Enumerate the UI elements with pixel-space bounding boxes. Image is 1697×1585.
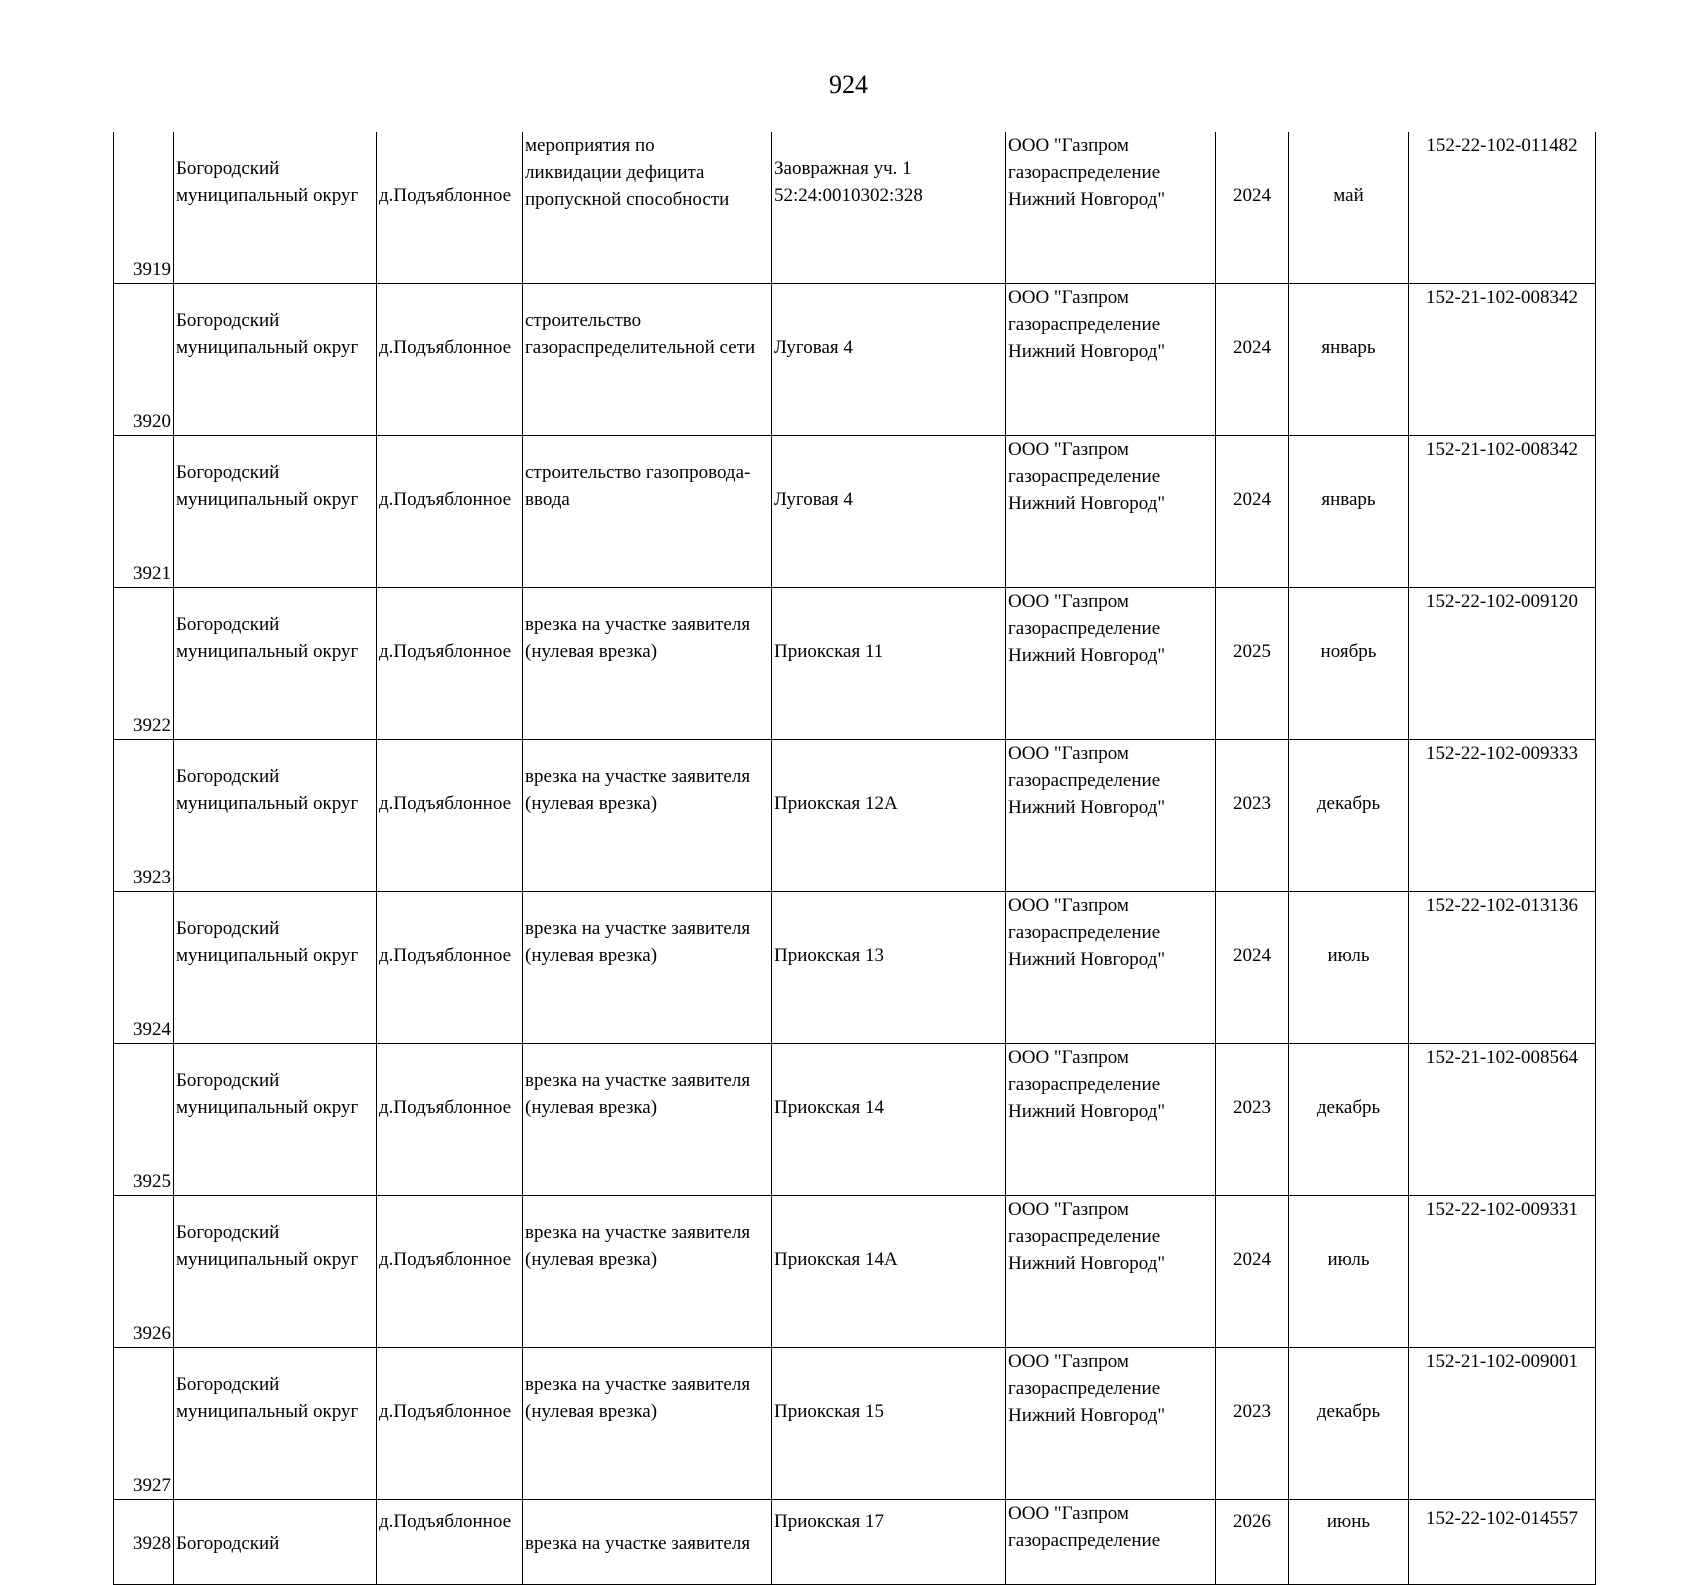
month-value: январь bbox=[1321, 489, 1376, 510]
work-cell bbox=[523, 1044, 772, 1196]
address-line: Приокская 12А bbox=[774, 793, 898, 814]
row-number-cell bbox=[114, 1500, 174, 1585]
work-line: врезка на участке заявителя bbox=[525, 918, 751, 939]
application-code-cell bbox=[1409, 436, 1596, 588]
address-cell bbox=[772, 436, 1006, 588]
table-body bbox=[114, 132, 1596, 1585]
organization-line: ООО "Газпром bbox=[1008, 1199, 1129, 1220]
row-number: 3921 bbox=[133, 563, 171, 584]
work-cell bbox=[523, 740, 772, 892]
application-code-cell bbox=[1409, 1348, 1596, 1500]
settlement-cell bbox=[377, 1196, 523, 1348]
year-cell bbox=[1216, 132, 1289, 284]
application-code-cell bbox=[1409, 740, 1596, 892]
row-number: 3924 bbox=[133, 1019, 171, 1040]
application-code: 152-21-102-008342 bbox=[1426, 287, 1578, 308]
address-cell bbox=[772, 892, 1006, 1044]
month-cell bbox=[1289, 588, 1409, 740]
address-line: Приокская 15 bbox=[774, 1401, 884, 1422]
table-row bbox=[114, 436, 1596, 588]
district-cell bbox=[174, 1500, 377, 1585]
work-line: мероприятия по bbox=[525, 135, 655, 156]
month-cell bbox=[1289, 436, 1409, 588]
year-value: 2026 bbox=[1233, 1511, 1271, 1532]
organization-line: ООО "Газпром bbox=[1008, 439, 1129, 460]
settlement-name: д.Подъяблонное bbox=[379, 337, 511, 358]
work-line: врезка на участке заявителя bbox=[525, 766, 751, 787]
year-value: 2023 bbox=[1233, 1097, 1271, 1118]
address-cell bbox=[772, 588, 1006, 740]
address-line: Приокская 11 bbox=[774, 641, 884, 662]
district-cell bbox=[174, 1348, 377, 1500]
organization-cell bbox=[1006, 892, 1216, 1044]
application-code-cell bbox=[1409, 892, 1596, 1044]
organization-line: газораспределение bbox=[1008, 1226, 1161, 1247]
work-line: (нулевая врезка) bbox=[525, 1249, 658, 1270]
district-line: Богородский bbox=[176, 1222, 280, 1243]
month-value: декабрь bbox=[1316, 1401, 1381, 1422]
organization-line: газораспределение bbox=[1008, 618, 1161, 639]
year-value: 2024 bbox=[1233, 337, 1271, 358]
table-row bbox=[114, 1348, 1596, 1500]
year-value: 2023 bbox=[1233, 793, 1271, 814]
year-cell bbox=[1216, 892, 1289, 1044]
year-value: 2024 bbox=[1233, 945, 1271, 966]
year-value: 2023 bbox=[1233, 1401, 1271, 1422]
settlement-name: д.Подъяблонное bbox=[379, 1097, 511, 1118]
year-cell bbox=[1216, 1500, 1289, 1585]
district-line: Богородский bbox=[176, 310, 280, 331]
work-cell bbox=[523, 436, 772, 588]
year-cell bbox=[1216, 740, 1289, 892]
year-cell bbox=[1216, 588, 1289, 740]
month-value: июль bbox=[1327, 1249, 1370, 1270]
settlement-cell bbox=[377, 284, 523, 436]
month-cell bbox=[1289, 892, 1409, 1044]
work-line: ликвидации дефицита bbox=[525, 162, 705, 183]
district-cell bbox=[174, 436, 377, 588]
row-number-cell bbox=[114, 1196, 174, 1348]
table-row bbox=[114, 1044, 1596, 1196]
work-cell bbox=[523, 1348, 772, 1500]
address-cell bbox=[772, 1044, 1006, 1196]
year-value: 2024 bbox=[1233, 185, 1271, 206]
settlement-name: д.Подъяблонное bbox=[379, 1401, 511, 1422]
organization-line: газораспределение bbox=[1008, 1074, 1161, 1095]
work-line: ввода bbox=[525, 489, 570, 510]
organization-cell bbox=[1006, 588, 1216, 740]
table-row bbox=[114, 132, 1596, 284]
district-line: муниципальный округ bbox=[176, 489, 359, 510]
year-value: 2024 bbox=[1233, 489, 1271, 510]
work-line: пропускной способности bbox=[525, 189, 730, 210]
organization-line: газораспределение bbox=[1008, 922, 1161, 943]
work-cell bbox=[523, 1500, 772, 1585]
district-cell bbox=[174, 740, 377, 892]
settlement-name: д.Подъяблонное bbox=[379, 641, 511, 662]
work-line: (нулевая врезка) bbox=[525, 793, 658, 814]
application-code: 152-22-102-009331 bbox=[1426, 1199, 1578, 1220]
organization-line: газораспределение bbox=[1008, 770, 1161, 791]
table-row bbox=[114, 1196, 1596, 1348]
organization-cell bbox=[1006, 436, 1216, 588]
district-cell bbox=[174, 588, 377, 740]
address-line: Луговая 4 bbox=[774, 489, 853, 510]
application-code-cell bbox=[1409, 132, 1596, 284]
work-cell bbox=[523, 132, 772, 284]
settlement-cell bbox=[377, 132, 523, 284]
address-line: Приокская 14 bbox=[774, 1097, 884, 1118]
month-cell bbox=[1289, 284, 1409, 436]
table-row bbox=[114, 588, 1596, 740]
month-cell bbox=[1289, 1348, 1409, 1500]
organization-line: ООО "Газпром bbox=[1008, 743, 1129, 764]
address-line: Приокская 13 bbox=[774, 945, 884, 966]
organization-line: Нижний Новгород" bbox=[1008, 645, 1166, 666]
organization-line: газораспределение bbox=[1008, 1530, 1161, 1551]
address-line: Приокская 14А bbox=[774, 1249, 898, 1270]
settlement-cell bbox=[377, 740, 523, 892]
application-code: 152-22-102-011482 bbox=[1426, 135, 1578, 156]
organization-line: Нижний Новгород" bbox=[1008, 1405, 1166, 1426]
district-line: Богородский bbox=[176, 158, 280, 179]
organization-line: ООО "Газпром bbox=[1008, 135, 1129, 156]
work-cell bbox=[523, 588, 772, 740]
district-line: муниципальный округ bbox=[176, 793, 359, 814]
settlement-cell bbox=[377, 436, 523, 588]
address-cell bbox=[772, 284, 1006, 436]
address-cell bbox=[772, 740, 1006, 892]
row-number-cell bbox=[114, 284, 174, 436]
district-line: Богородский bbox=[176, 766, 280, 787]
month-cell bbox=[1289, 1196, 1409, 1348]
organization-line: Нижний Новгород" bbox=[1008, 341, 1166, 362]
organization-cell bbox=[1006, 740, 1216, 892]
organization-cell bbox=[1006, 1044, 1216, 1196]
district-cell bbox=[174, 132, 377, 284]
month-value: январь bbox=[1321, 337, 1376, 358]
settlement-cell bbox=[377, 1348, 523, 1500]
application-code: 152-21-102-008342 bbox=[1426, 439, 1578, 460]
district-line: муниципальный округ bbox=[176, 185, 359, 206]
work-cell bbox=[523, 1196, 772, 1348]
row-number-cell bbox=[114, 1044, 174, 1196]
row-number: 3923 bbox=[133, 867, 171, 888]
settlement-name: д.Подъяблонное bbox=[379, 1249, 511, 1270]
application-code: 152-22-102-009333 bbox=[1426, 743, 1578, 764]
month-cell bbox=[1289, 740, 1409, 892]
row-number-cell bbox=[114, 132, 174, 284]
settlement-name: д.Подъяблонное bbox=[379, 489, 511, 510]
application-code: 152-22-102-013136 bbox=[1426, 895, 1578, 916]
organization-line: газораспределение bbox=[1008, 466, 1161, 487]
year-value: 2025 bbox=[1233, 641, 1271, 662]
address-cell bbox=[772, 1348, 1006, 1500]
settlement-name: д.Подъяблонное bbox=[379, 185, 511, 206]
work-line: врезка на участке заявителя bbox=[525, 1374, 751, 1395]
year-cell bbox=[1216, 1044, 1289, 1196]
organization-line: Нижний Новгород" bbox=[1008, 1101, 1166, 1122]
organization-line: газораспределение bbox=[1008, 314, 1161, 335]
row-number: 3922 bbox=[133, 715, 171, 736]
district-line: Богородский bbox=[176, 1533, 280, 1554]
work-line: газораспределительной сети bbox=[525, 337, 756, 358]
organization-line: ООО "Газпром bbox=[1008, 591, 1129, 612]
district-cell bbox=[174, 284, 377, 436]
district-line: Богородский bbox=[176, 462, 280, 483]
application-code: 152-21-102-008564 bbox=[1426, 1047, 1578, 1068]
work-cell bbox=[523, 284, 772, 436]
table-row bbox=[114, 740, 1596, 892]
organization-cell bbox=[1006, 1348, 1216, 1500]
year-cell bbox=[1216, 436, 1289, 588]
work-line: (нулевая врезка) bbox=[525, 641, 658, 662]
application-code-cell bbox=[1409, 284, 1596, 436]
settlement-name: д.Подъяблонное bbox=[379, 793, 511, 814]
month-value: май bbox=[1333, 185, 1364, 206]
registry-table bbox=[113, 132, 1596, 1585]
organization-line: ООО "Газпром bbox=[1008, 1503, 1129, 1524]
month-value: декабрь bbox=[1316, 1097, 1381, 1118]
application-code-cell bbox=[1409, 1500, 1596, 1585]
application-code: 152-21-102-009001 bbox=[1426, 1351, 1578, 1372]
district-line: Богородский bbox=[176, 1070, 280, 1091]
work-line: врезка на участке заявителя bbox=[525, 1533, 751, 1554]
row-number-cell bbox=[114, 892, 174, 1044]
organization-line: ООО "Газпром bbox=[1008, 1047, 1129, 1068]
district-line: муниципальный округ bbox=[176, 337, 359, 358]
address-line: Луговая 4 bbox=[774, 337, 853, 358]
district-cell bbox=[174, 1044, 377, 1196]
application-code-cell bbox=[1409, 1044, 1596, 1196]
district-cell bbox=[174, 1196, 377, 1348]
month-value: декабрь bbox=[1316, 793, 1381, 814]
year-cell bbox=[1216, 1196, 1289, 1348]
work-line: (нулевая врезка) bbox=[525, 1097, 658, 1118]
district-line: муниципальный округ bbox=[176, 1097, 359, 1118]
work-cell bbox=[523, 892, 772, 1044]
month-value: июнь bbox=[1326, 1511, 1371, 1532]
work-line: строительство bbox=[525, 310, 642, 331]
district-line: муниципальный округ bbox=[176, 1401, 359, 1422]
year-cell bbox=[1216, 284, 1289, 436]
address-line: Приокская 17 bbox=[774, 1511, 884, 1532]
settlement-cell bbox=[377, 1500, 523, 1585]
settlement-cell bbox=[377, 588, 523, 740]
organization-line: Нижний Новгород" bbox=[1008, 189, 1166, 210]
organization-line: Нижний Новгород" bbox=[1008, 797, 1166, 818]
row-number-cell bbox=[114, 588, 174, 740]
month-value: июль bbox=[1327, 945, 1370, 966]
settlement-cell bbox=[377, 892, 523, 1044]
organization-line: ООО "Газпром bbox=[1008, 287, 1129, 308]
organization-line: газораспределение bbox=[1008, 1378, 1161, 1399]
organization-cell bbox=[1006, 284, 1216, 436]
work-line: врезка на участке заявителя bbox=[525, 1070, 751, 1091]
settlement-cell bbox=[377, 1044, 523, 1196]
district-line: муниципальный округ bbox=[176, 1249, 359, 1270]
application-code: 152-22-102-009120 bbox=[1426, 591, 1578, 612]
district-line: муниципальный округ bbox=[176, 945, 359, 966]
row-number: 3926 bbox=[133, 1323, 171, 1344]
row-number: 3925 bbox=[133, 1171, 171, 1192]
work-line: врезка на участке заявителя bbox=[525, 614, 751, 635]
district-line: Богородский bbox=[176, 1374, 280, 1395]
organization-line: ООО "Газпром bbox=[1008, 895, 1129, 916]
organization-line: Нижний Новгород" bbox=[1008, 493, 1166, 514]
settlement-name: д.Подъяблонное bbox=[379, 945, 511, 966]
work-line: строительство газопровода- bbox=[525, 462, 751, 483]
year-cell bbox=[1216, 1348, 1289, 1500]
table-row bbox=[114, 892, 1596, 1044]
organization-cell bbox=[1006, 132, 1216, 284]
row-number-cell bbox=[114, 740, 174, 892]
row-number: 3927 bbox=[133, 1475, 171, 1496]
application-code: 152-22-102-014557 bbox=[1426, 1508, 1578, 1529]
district-cell bbox=[174, 892, 377, 1044]
row-number: 3928 bbox=[133, 1533, 171, 1554]
application-code-cell bbox=[1409, 1196, 1596, 1348]
address-cell bbox=[772, 132, 1006, 284]
address-cell bbox=[772, 1500, 1006, 1585]
organization-line: Нижний Новгород" bbox=[1008, 949, 1166, 970]
organization-cell bbox=[1006, 1196, 1216, 1348]
row-number: 3919 bbox=[133, 259, 171, 280]
work-line: врезка на участке заявителя bbox=[525, 1222, 751, 1243]
district-line: муниципальный округ bbox=[176, 641, 359, 662]
district-line: Богородский bbox=[176, 918, 280, 939]
month-cell bbox=[1289, 1500, 1409, 1585]
settlement-name: д.Подъяблонное bbox=[379, 1511, 511, 1532]
table-row bbox=[114, 1500, 1596, 1585]
organization-line: ООО "Газпром bbox=[1008, 1351, 1129, 1372]
page-number: 924 bbox=[829, 70, 868, 99]
row-number: 3920 bbox=[133, 411, 171, 432]
work-line: (нулевая врезка) bbox=[525, 1401, 658, 1422]
work-line: (нулевая врезка) bbox=[525, 945, 658, 966]
organization-line: Нижний Новгород" bbox=[1008, 1253, 1166, 1274]
address-line: 52:24:0010302:328 bbox=[774, 185, 923, 206]
month-value: ноябрь bbox=[1320, 641, 1377, 662]
month-cell bbox=[1289, 1044, 1409, 1196]
table-row bbox=[114, 284, 1596, 436]
application-code-cell bbox=[1409, 588, 1596, 740]
address-cell bbox=[772, 1196, 1006, 1348]
year-value: 2024 bbox=[1233, 1249, 1271, 1270]
row-number-cell bbox=[114, 436, 174, 588]
organization-cell bbox=[1006, 1500, 1216, 1585]
organization-line: газораспределение bbox=[1008, 162, 1161, 183]
row-number-cell bbox=[114, 1348, 174, 1500]
month-cell bbox=[1289, 132, 1409, 284]
district-line: Богородский bbox=[176, 614, 280, 635]
address-line: Заовражная уч. 1 bbox=[774, 158, 912, 179]
